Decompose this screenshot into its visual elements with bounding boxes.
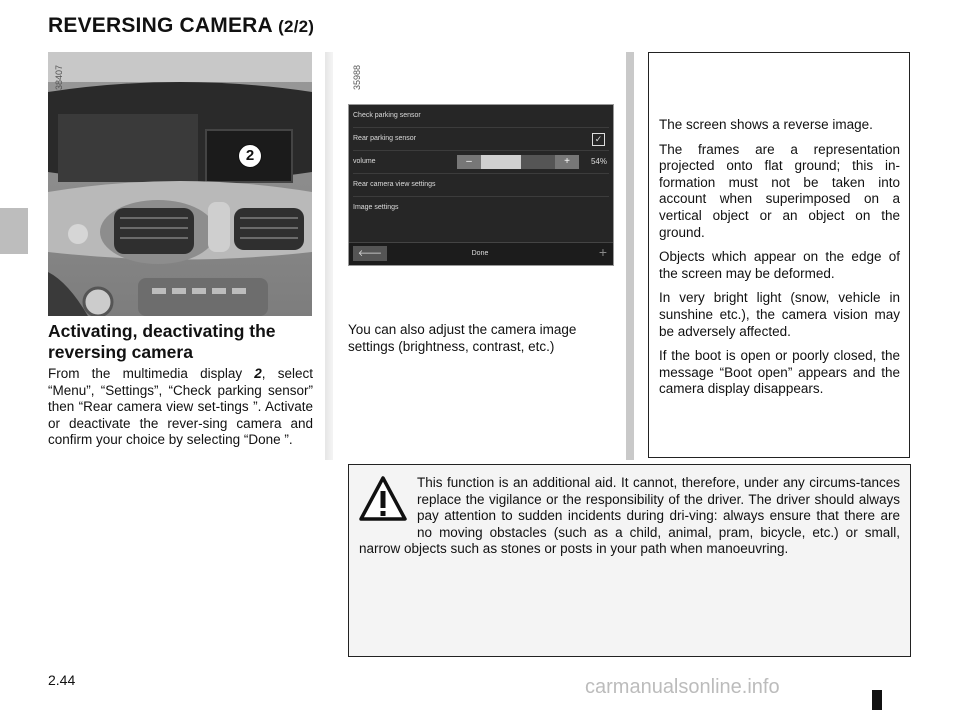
back-arrow-button[interactable] xyxy=(353,246,387,261)
info-paragraph: Objects which appear on the edge of the screen may be deformed. xyxy=(659,249,900,281)
done-button[interactable]: Done xyxy=(471,250,489,257)
display-reference: 2 xyxy=(254,366,262,381)
add-icon[interactable]: + xyxy=(598,244,607,260)
menu-item-volume[interactable]: volume – + 54% xyxy=(353,151,609,174)
volume-value: 54% xyxy=(590,157,607,166)
column-divider xyxy=(325,52,333,460)
photo-id-label: 38407 xyxy=(54,64,64,90)
menu-item-check-parking-sensor[interactable]: Check parking sensor xyxy=(353,105,609,128)
volume-plus-button[interactable]: + xyxy=(555,155,579,169)
page-title: REVERSING CAMERA (2/2) xyxy=(48,14,315,37)
menu-item-image-settings[interactable]: Image settings xyxy=(353,204,399,211)
dashboard-photo xyxy=(48,52,312,316)
warning-box xyxy=(348,464,911,657)
page-number: 2.44 xyxy=(48,672,76,688)
volume-slider-fill xyxy=(481,155,521,169)
dashboard-illustration xyxy=(48,52,312,316)
info-paragraph: In very bright light (snow, vehicle in sunshine etc.), the camera vision may be adversely affected. xyxy=(659,290,900,339)
section-body: From the multimedia display 2, select “Menu”, “Settings”, “Check parking sensor” then “Rear camera view set-tings ”. Activate or deactivate the rever-sing camera and confirm your choice by selecting “Done ”. xyxy=(48,366,313,448)
info-paragraph: The screen shows a reverse image. xyxy=(659,117,873,132)
info-paragraph: If the boot is open or poorly closed, the message “Boot open” appears and the camera display disappears. xyxy=(659,348,900,397)
corner-mark xyxy=(872,690,882,710)
watermark: carmanualsonline.info xyxy=(585,676,780,698)
section-heading: Activating, deactivating the reversing camera xyxy=(48,321,276,362)
menu-item-rear-parking-sensor[interactable]: Rear parking sensor ✓ xyxy=(353,128,609,151)
warning-triangle-icon xyxy=(359,475,407,523)
section-tab xyxy=(0,208,28,254)
checkbox-checked-icon[interactable]: ✓ xyxy=(592,133,605,146)
callout-badge: 2 xyxy=(238,144,262,168)
volume-minus-button[interactable]: – xyxy=(457,155,481,169)
page-title-suffix: (2/2) xyxy=(278,17,315,36)
info-box xyxy=(648,52,910,458)
warning-text: This function is an additional aid. It cannot, therefore, under any circums-tances replace the vigilance or the responsibility of the driver. The driver should always pay attention to sudden incidents during dri-ving: always ensure that there are no moving obstacles (such as a child, animal, pram, bicycle, etc.) or small, narrow objects such as stones or posts in your path when manoeuvring. xyxy=(359,475,900,557)
volume-slider[interactable] xyxy=(481,155,555,169)
column-divider xyxy=(626,52,634,460)
settings-screen xyxy=(348,104,614,266)
camera-image-settings-note: You can also adjust the camera image settings (brightness, contrast, etc.) xyxy=(348,322,577,354)
back-arrow-icon: 🡐 xyxy=(357,248,383,258)
photo-id-label: 35988 xyxy=(352,64,362,90)
screen-bottom-bar xyxy=(349,242,613,265)
info-paragraph: The frames are a representation projected onto flat ground; this in-formation must not be taken into account when superimposed on a vertical object or an object on the ground. xyxy=(659,141,900,240)
menu-item-rear-camera-view-settings[interactable]: Rear camera view settings xyxy=(353,174,609,197)
